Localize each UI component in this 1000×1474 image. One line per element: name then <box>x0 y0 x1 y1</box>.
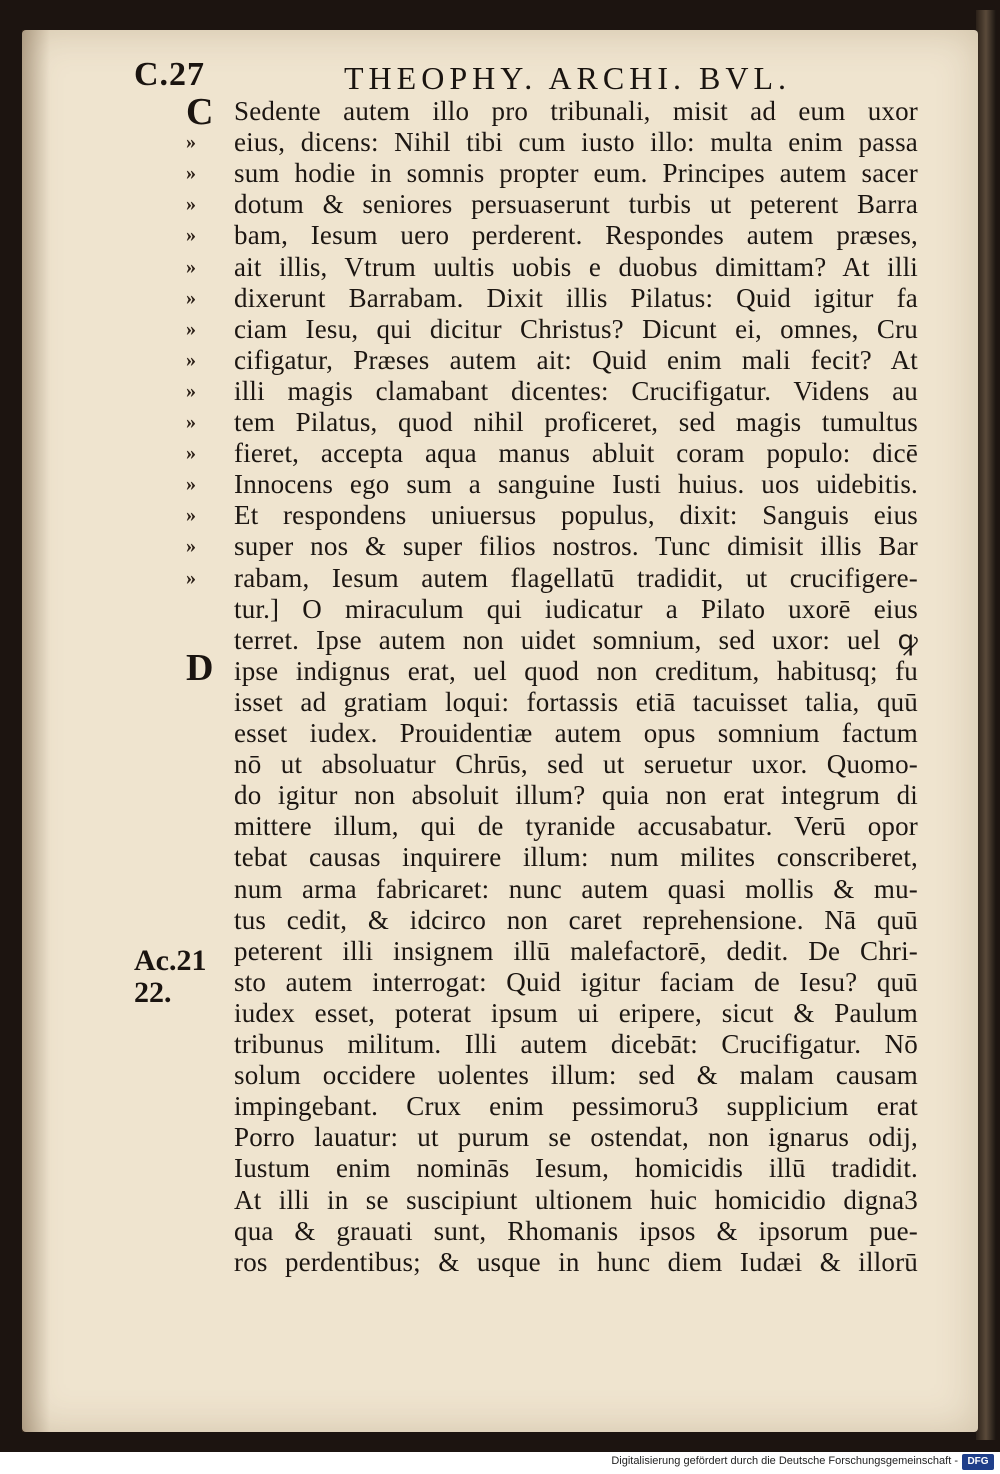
text-line: terret. Ipse autem non uidet somnium, sed uxor: uel ꝙ <box>234 624 918 655</box>
dfg-logo: DFG <box>962 1454 994 1470</box>
text-line: isset ad gratiam loqui: fortassis etiā tacuisset talia, quū <box>234 686 918 717</box>
text-line: nō ut absoluatur Chrūs, sed ut seruetur uxor. Quomo- <box>234 749 918 780</box>
quotation-marker: » <box>186 193 196 216</box>
text-line: rabam, Iesum autem flagellatū tradidit, ut crucifigere- <box>234 562 918 593</box>
text-line: eius, dicens: Nihil tibi cum iusto illo: multa enim passa <box>234 127 918 158</box>
text-line: tebat causas inquirere illum: num milites conscriberet, <box>234 842 918 873</box>
text-line: ipse indignus erat, uel quod non creditum, habitusq; fu <box>234 655 918 686</box>
text-line: ait illis, Vtrum uultis uobis e duobus dimittam? At illi <box>234 251 918 282</box>
running-head: THEOPHY. ARCHI. BVL. <box>344 60 791 96</box>
text-line: esset iudex. Prouidentiæ autem opus somnium factum <box>234 718 918 748</box>
text-line: tur.] O miraculum qui iudicatur a Pilato uxorē eius <box>234 593 918 624</box>
quotation-marker: » <box>186 566 196 589</box>
text-line: mittere illum, qui de tyranide accusabatur. Verū opor <box>234 811 918 842</box>
quotation-marker: » <box>186 224 196 247</box>
section-letter-c: C <box>186 91 214 133</box>
text-line: ciam Iesu, qui dicitur Christus? Dicunt ei, omnes, Cru <box>234 313 918 344</box>
text-line: tus cedit, & idcirco non caret reprehensione. Nā quū <box>234 904 918 935</box>
book-edge <box>976 10 996 1440</box>
quotation-marker: » <box>186 162 196 185</box>
quotation-marker: » <box>186 442 196 465</box>
text-line: Et respondens uniuersus populus, dixit: Sanguis eius <box>234 500 918 531</box>
margin-reference-acts-verse: 22. <box>134 976 172 1009</box>
section-letter-d: D <box>186 647 214 689</box>
quotation-marker: » <box>186 317 196 340</box>
quotation-marker: » <box>186 286 196 309</box>
quotation-marker: » <box>186 473 196 496</box>
text-line: qua & grauati sunt, Rhomanis ipsos & ipsorum pue- <box>234 1215 918 1246</box>
text-line: dotum & seniores persuaserunt turbis ut peterent Barra <box>234 189 918 220</box>
text-line: fieret, accepta aqua manus abluit coram populo: dicē <box>234 438 918 469</box>
quotation-marker: » <box>186 535 196 558</box>
text-line: Sedente autem illo pro tribunali, misit ad eum uxor <box>234 96 918 126</box>
text-line: solum occidere uolentes illum: sed & malam causam <box>234 1060 918 1091</box>
text-line: sto autem interrogat: Quid igitur faciam de Iesu? quū <box>234 966 918 997</box>
text-line: impingebant. Crux enim pessimoru3 supplicium erat <box>234 1091 918 1122</box>
text-line: super nos & super filios nostros. Tunc dimisit illis Bar <box>234 531 918 562</box>
text-line: bam, Iesum uero perderent. Respondes autem præses, <box>234 220 918 251</box>
page-gutter-shadow <box>22 30 50 1432</box>
digitization-footer <box>0 1452 1000 1474</box>
folio-number: C.27 <box>134 56 206 93</box>
text-line: tribunus militum. Illi autem dicebāt: Crucifigatur. Nō <box>234 1029 918 1059</box>
text-line: Porro lauatur: ut purum se ostendat, non ignarus odij, <box>234 1122 918 1153</box>
text-line: At illi in se suscipiunt ultionem huic homicidio digna3 <box>234 1184 918 1215</box>
text-line: sum hodie in somnis propter eum. Principes autem sacer <box>234 158 918 189</box>
text-line: Iustum enim nominās Iesum, homicidis illū tradidit. <box>234 1153 918 1184</box>
quotation-marker: » <box>186 131 196 154</box>
footer-credit: Digitalisierung gefördert durch die Deutsche Forschungsgemeinschaft - <box>611 1455 958 1467</box>
quotation-marker: » <box>186 348 196 371</box>
quotation-marker: » <box>186 504 196 527</box>
text-line: Innocens ego sum a sanguine Iusti huius. uos uidebitis. <box>234 469 918 500</box>
text-line: peterent illi insignem illū malefactorē, dedit. De Chri- <box>234 935 918 966</box>
quotation-marker: » <box>186 411 196 433</box>
margin-reference-acts: Ac.21 <box>134 944 207 977</box>
text-line: ros perdentibus; & usque in hunc diem Iudæi & illorū <box>234 1246 918 1277</box>
quotation-marker: » <box>186 255 196 278</box>
text-line: dixerunt Barrabam. Dixit illis Pilatus: Quid igitur fa <box>234 282 918 313</box>
text-line: illi magis clamabant dicentes: Crucifigatur. Videns au <box>234 375 918 406</box>
text-line: num arma fabricaret: nunc autem quasi mollis & mu- <box>234 873 918 904</box>
quotation-marker: » <box>186 379 196 402</box>
text-line: cifigatur, Præses autem ait: Quid enim mali fecit? At <box>234 344 918 375</box>
text-line: iudex esset, poterat ipsum ui eripere, sicut & Paulum <box>234 997 918 1028</box>
text-line: do igitur non absoluit illum? quia non erat integrum di <box>234 780 918 811</box>
text-line: tem Pilatus, quod nihil proficeret, sed magis tumultus <box>234 407 918 437</box>
